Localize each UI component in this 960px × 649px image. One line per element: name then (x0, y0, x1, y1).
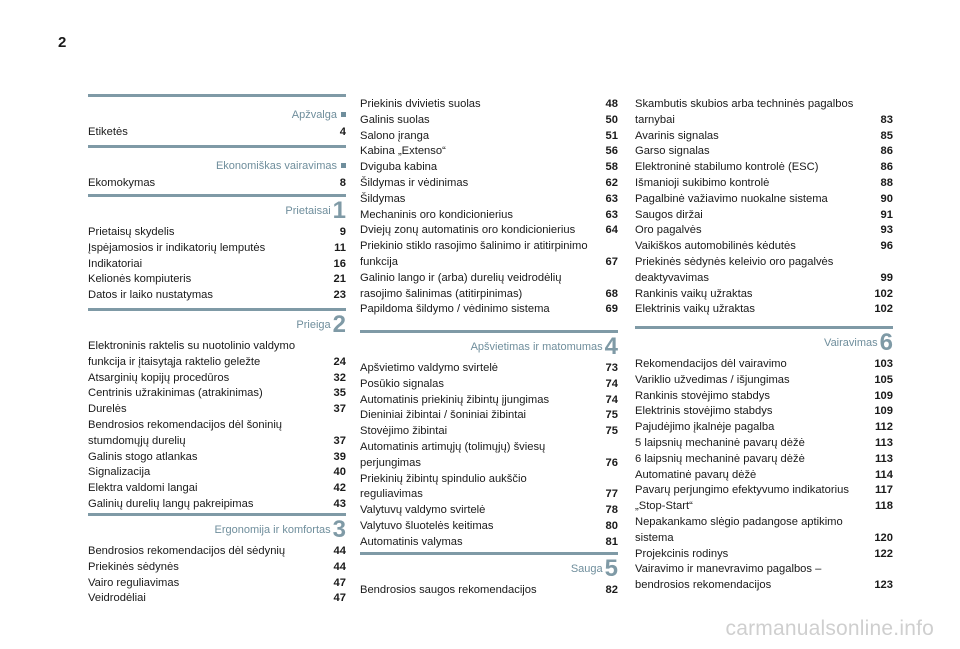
entry-title: „Stop-Start“ (635, 500, 693, 513)
entry-page-number: 73 (605, 362, 618, 374)
entry-title: Salono įranga (360, 129, 430, 142)
toc-entry[interactable] (635, 287, 893, 303)
entry-page-number: 77 (605, 488, 618, 501)
section-header (360, 330, 618, 361)
entry-title: Veidrodėliai (88, 592, 146, 605)
toc-entry[interactable] (635, 208, 893, 224)
entry-title: Apšvietimo valdymo svirtelė (360, 362, 499, 374)
entry-page-number: 37 (333, 403, 346, 416)
entry-title: Avarinis signalas (635, 129, 719, 142)
toc-entry[interactable] (360, 302, 618, 318)
entry-page-number: 93 (880, 224, 893, 237)
toc-section (635, 97, 893, 318)
entry-page-number: 47 (333, 592, 346, 605)
toc-entry[interactable] (88, 257, 346, 273)
entry-title: Pavarų perjungimo efektyvumo indikatorius (635, 484, 849, 497)
entry-title: Pajudėjimo įkalnėje pagalba (635, 421, 775, 434)
section-title: Apžvalga (291, 109, 337, 121)
toc-entry[interactable] (635, 483, 893, 499)
entry-title: Galinis stogo atlankas (88, 450, 198, 463)
entry-page-number: 86 (880, 161, 893, 174)
toc-entry[interactable] (360, 440, 618, 472)
entry-title: Šildymas (360, 192, 406, 205)
toc-entry[interactable] (88, 481, 346, 497)
entry-page-number: 117 (874, 484, 893, 497)
entry-title: Posūkio signalas (360, 377, 444, 390)
toc-entry[interactable] (360, 472, 618, 504)
toc-entry[interactable] (635, 97, 893, 129)
entry-page-number: 35 (333, 387, 346, 400)
entry-page-number: 11 (334, 241, 346, 254)
toc-entry[interactable] (360, 208, 618, 224)
section-title: Vairavimas (824, 337, 878, 349)
entry-title: Priekinės sėdynės (88, 560, 179, 573)
entry-page-number: 82 (605, 584, 618, 596)
entry-title: Dviguba kabina (360, 161, 438, 174)
entry-title: Garso signalas (635, 145, 710, 158)
entry-title: Automatinis priekinių žibintų įjungimas (360, 393, 550, 406)
entry-page-number: 75 (605, 409, 618, 422)
entry-page-number: 42 (333, 482, 346, 495)
toc-entry[interactable] (88, 371, 346, 387)
toc-entry[interactable] (88, 544, 346, 560)
toc-entry[interactable] (360, 393, 618, 409)
entry-page-number: 113 (874, 436, 893, 449)
entry-list (88, 544, 346, 607)
entry-title: Oro pagalvės (635, 224, 702, 237)
entry-title: Datos ir laiko nustatymas (88, 289, 213, 302)
toc-entry[interactable] (360, 223, 618, 239)
entry-page-number: 67 (605, 255, 618, 268)
toc-entry[interactable] (88, 241, 346, 257)
toc-entry[interactable] (635, 436, 893, 452)
entry-page-number: 103 (874, 358, 893, 370)
entry-title: Ekomokymas (88, 177, 156, 189)
toc-entry[interactable] (635, 144, 893, 160)
entry-title: Atsarginių kopijų procedūros (88, 371, 230, 384)
entry-page-number: 9 (339, 226, 346, 238)
toc-entry[interactable] (88, 339, 346, 371)
toc-entry[interactable] (360, 144, 618, 160)
entry-title: Saugos diržai (635, 208, 703, 221)
toc-entry[interactable] (360, 503, 618, 519)
entry-page-number: 76 (605, 456, 618, 469)
toc-entry[interactable] (635, 302, 893, 318)
entry-title: Kelionės kompiuteris (88, 273, 192, 286)
section-header (88, 145, 346, 176)
entry-title: Elektrinis stovėjimo stabdys (635, 405, 773, 418)
section-number: 5 (604, 555, 618, 582)
entry-title: Rankinis stovėjimo stabdys (635, 389, 770, 402)
entry-page-number: 24 (333, 355, 346, 368)
section-number: 3 (332, 516, 346, 543)
entry-title: Įspėjamosios ir indikatorių lemputės (88, 241, 266, 254)
toc-entry[interactable] (635, 223, 893, 239)
entry-page-number: 85 (880, 129, 893, 142)
entry-list (360, 97, 618, 318)
entry-title: Galinio lango ir (arba) durelių veidrodėlių rasojimo šalinimas (atitirpinimas) (360, 271, 562, 300)
toc-entry[interactable] (635, 239, 893, 255)
entry-list (88, 339, 346, 513)
toc-entry[interactable] (635, 357, 893, 373)
entry-page-number: 86 (880, 145, 893, 158)
entry-title: Etiketės (88, 126, 128, 138)
entry-title: Rekomendacijos dėl vairavimo (635, 358, 787, 370)
toc-section (360, 330, 618, 551)
toc-section (88, 94, 346, 141)
entry-page-number: 88 (880, 176, 893, 189)
entry-page-number: 63 (605, 208, 618, 221)
entry-page-number: 21 (333, 273, 346, 286)
entry-page-number: 91 (880, 208, 893, 221)
page-number: 2 (58, 34, 67, 51)
section-header (88, 94, 346, 125)
entry-page-number: 56 (605, 145, 618, 158)
entry-page-number: 47 (333, 576, 346, 589)
toc-entry[interactable] (360, 583, 618, 599)
entry-title: Galinis suolas (360, 113, 430, 126)
entry-page-number: 32 (333, 371, 346, 384)
section-header (360, 552, 618, 583)
entry-title: Projekcinis rodinys (635, 547, 729, 560)
entry-title: Automatinė pavarų dėžė (635, 468, 757, 481)
entry-title: Galinių durelių langų pakreipimas (88, 497, 254, 510)
entry-page-number: 74 (605, 377, 618, 390)
entry-title: Priekinių žibintų spindulio aukščio reguliavimas (360, 472, 527, 501)
entry-title: Prietaisų skydelis (88, 226, 175, 238)
entry-page-number: 102 (874, 303, 893, 316)
entry-title: Elektroninė stabilumo kontrolė (ESC) (635, 161, 819, 174)
toc-entry[interactable] (360, 408, 618, 424)
entry-title: Vaikiškos automobilinės kėdutės (635, 240, 796, 253)
entry-title: Valytuvų valdymo svirtelė (360, 504, 486, 517)
entry-list (360, 361, 618, 551)
toc-section (360, 552, 618, 599)
entry-title: Variklio užvedimas / išjungimas (635, 373, 790, 386)
toc-entry[interactable] (360, 271, 618, 303)
section-title: Prieiga (296, 319, 331, 331)
entry-title: Priekinis dvivietis suolas (360, 98, 481, 110)
entry-page-number: 4 (339, 126, 346, 138)
toc-entry[interactable] (88, 418, 346, 450)
entry-page-number: 68 (605, 287, 618, 300)
entry-title: Durelės (88, 403, 127, 416)
toc-section (635, 326, 893, 594)
entry-page-number: 58 (605, 161, 618, 174)
entry-page-number: 75 (605, 425, 618, 438)
toc-entry[interactable] (635, 452, 893, 468)
section-header (88, 194, 346, 225)
section-square-marker (341, 163, 346, 168)
entry-title: Valytuvo šluotelės keitimas (360, 519, 494, 532)
entry-page-number: 112 (874, 421, 893, 434)
entry-list (360, 583, 618, 599)
toc-entry[interactable] (88, 386, 346, 402)
entry-page-number: 39 (333, 450, 346, 463)
entry-page-number: 16 (333, 257, 346, 270)
section-number: 2 (332, 311, 346, 338)
toc-section (88, 308, 346, 513)
entry-title: Indikatoriai (88, 257, 143, 270)
entry-title: Bendrosios rekomendacijos dėl šoninių stumdomųjų durelių (88, 418, 283, 447)
toc-entry[interactable] (360, 535, 618, 551)
toc-entry[interactable] (88, 560, 346, 576)
entry-list (88, 225, 346, 304)
entry-page-number: 122 (874, 547, 893, 560)
entry-title: Nepakankamo slėgio padangose aptikimo sistema (635, 515, 843, 544)
toc-entry[interactable] (88, 450, 346, 466)
entry-title: Išmanioji sukibimo kontrolė (635, 176, 770, 189)
entry-page-number: 74 (605, 393, 618, 406)
section-title: Ekonomiškas vairavimas (215, 160, 337, 172)
entry-title: Mechaninis oro kondicionierius (360, 208, 513, 221)
entry-title: Priekinio stiklo rasojimo šalinimo ir atitirpinimo funkcija (360, 240, 588, 268)
entry-page-number: 114 (874, 468, 893, 481)
toc-section (88, 513, 346, 607)
toc-entry[interactable] (360, 424, 618, 440)
toc-entry[interactable] (88, 176, 346, 192)
section-square-marker (341, 112, 346, 117)
entry-page-number: 50 (605, 113, 618, 126)
toc-entry[interactable] (360, 239, 618, 271)
entry-title: Pagalbinė važiavimo nuokalne sistema (635, 192, 828, 205)
entry-page-number: 80 (605, 519, 618, 532)
entry-list (635, 357, 893, 594)
section-title: Sauga (570, 563, 603, 575)
entry-page-number: 48 (605, 98, 618, 110)
section-header (88, 308, 346, 339)
toc-entry[interactable] (635, 562, 893, 594)
entry-title: Elektra valdomi langai (88, 482, 198, 495)
entry-title: Centrinis užrakinimas (atrakinimas) (88, 387, 263, 400)
toc-section (360, 97, 618, 318)
entry-page-number: 62 (605, 176, 618, 189)
entry-title: 5 laipsnių mechaninė pavarų dėžė (635, 436, 805, 449)
toc-entry[interactable] (635, 192, 893, 208)
section-title: Apšvietimas ir matomumas (470, 341, 603, 353)
toc-entry[interactable] (88, 272, 346, 288)
section-header (635, 326, 893, 357)
entry-title: Elektroninis raktelis su nuotolinio valdymo funkcija ir įtaisytąja raktelio geležte (88, 340, 296, 368)
toc-entry[interactable] (635, 389, 893, 405)
entry-title: Bendrosios rekomendacijos dėl sėdynių (88, 545, 286, 557)
entry-page-number: 69 (605, 303, 618, 316)
entry-title: Elektrinis vaikų užraktas (635, 303, 755, 316)
toc-entry[interactable] (635, 373, 893, 389)
section-title: Ergonomija ir komfortas (214, 524, 331, 536)
toc-entry[interactable] (88, 288, 346, 304)
entry-title: Bendrosios saugos rekomendacijos (360, 584, 537, 596)
toc-entry[interactable] (635, 420, 893, 436)
section-number: 1 (332, 197, 346, 224)
toc-entry[interactable] (360, 97, 618, 113)
entry-page-number: 44 (333, 560, 346, 573)
entry-page-number: 83 (880, 113, 893, 126)
toc-entry[interactable] (635, 404, 893, 420)
entry-title: Skambutis skubios arba techninės pagalbos tarnybai (635, 98, 854, 126)
toc-entry[interactable] (360, 113, 618, 129)
toc-entry[interactable] (360, 377, 618, 393)
entry-title: Rankinis vaikų užraktas (635, 287, 753, 300)
entry-page-number: 90 (880, 192, 893, 205)
toc-entry[interactable] (88, 225, 346, 241)
toc-entry[interactable] (635, 468, 893, 484)
entry-page-number: 23 (333, 289, 346, 302)
toc-entry[interactable] (360, 160, 618, 176)
entry-page-number: 105 (874, 373, 893, 386)
entry-title: Vairo reguliavimas (88, 576, 180, 589)
entry-page-number: 78 (605, 504, 618, 517)
toc-entry[interactable] (360, 176, 618, 192)
entry-title: Papildoma šildymo / vėdinimo sistema (360, 303, 550, 316)
toc-entry[interactable] (88, 576, 346, 592)
section-number: 4 (604, 333, 618, 360)
entry-title: Stovėjimo žibintai (360, 425, 448, 438)
section-title: Prietaisai (285, 205, 331, 217)
entry-page-number: 64 (605, 224, 618, 237)
entry-page-number: 63 (605, 192, 618, 205)
entry-page-number: 37 (333, 434, 346, 447)
toc-entry[interactable] (635, 255, 893, 287)
entry-page-number: 44 (333, 545, 346, 557)
entry-title: Kabina „Extenso“ (360, 145, 446, 158)
entry-list (635, 97, 893, 318)
section-number: 6 (879, 329, 893, 356)
entry-page-number: 120 (874, 531, 893, 544)
entry-page-number: 81 (605, 535, 618, 548)
toc-entry[interactable] (88, 497, 346, 513)
entry-page-number: 123 (874, 579, 893, 592)
toc-entry[interactable] (360, 519, 618, 535)
toc-entry[interactable] (635, 176, 893, 192)
entry-page-number: 109 (874, 405, 893, 418)
entry-title: Automatinis artimųjų (tolimųjų) šviesų perjungimas (360, 440, 546, 469)
entry-list (88, 125, 346, 141)
entry-page-number: 113 (874, 452, 893, 465)
entry-page-number: 118 (874, 500, 893, 513)
entry-title: Priekinės sėdynės keleivio oro pagalvės deaktyvavimas (635, 255, 834, 284)
entry-page-number: 99 (880, 271, 893, 284)
entry-page-number: 96 (880, 240, 893, 253)
toc-entry[interactable] (88, 402, 346, 418)
toc-entry[interactable] (635, 547, 893, 563)
entry-list (88, 176, 346, 192)
toc-entry[interactable] (88, 125, 346, 141)
toc-entry[interactable] (635, 160, 893, 176)
entry-page-number: 43 (333, 497, 346, 510)
toc-entry[interactable] (635, 499, 893, 515)
entry-title: Automatinis valymas (360, 535, 463, 548)
entry-title: Dieniniai žibintai / šoniniai žibintai (360, 409, 527, 422)
toc-section (88, 145, 346, 192)
toc-entry[interactable] (360, 192, 618, 208)
toc-entry[interactable] (88, 465, 346, 481)
section-header (88, 513, 346, 544)
entry-page-number: 109 (874, 389, 893, 402)
watermark: carmanualsonline.info (725, 617, 934, 640)
toc-entry[interactable] (88, 591, 346, 607)
toc-entry[interactable] (360, 129, 618, 145)
entry-title: Šildymas ir vėdinimas (360, 176, 469, 189)
entry-title: Signalizacija (88, 466, 151, 479)
toc-entry[interactable] (360, 361, 618, 377)
entry-page-number: 51 (605, 129, 618, 142)
toc-section (88, 194, 346, 304)
entry-page-number: 40 (333, 466, 346, 479)
toc-entry[interactable] (635, 129, 893, 145)
entry-title: 6 laipsnių mechaninė pavarų dėžė (635, 452, 805, 465)
toc-entry[interactable] (635, 515, 893, 547)
entry-page-number: 8 (339, 177, 346, 189)
entry-title: Dviejų zonų automatinis oro kondicionierius (360, 224, 576, 237)
entry-title: Vairavimo ir manevravimo pagalbos – bendrosios rekomendacijos (635, 563, 822, 592)
entry-page-number: 102 (874, 287, 893, 300)
